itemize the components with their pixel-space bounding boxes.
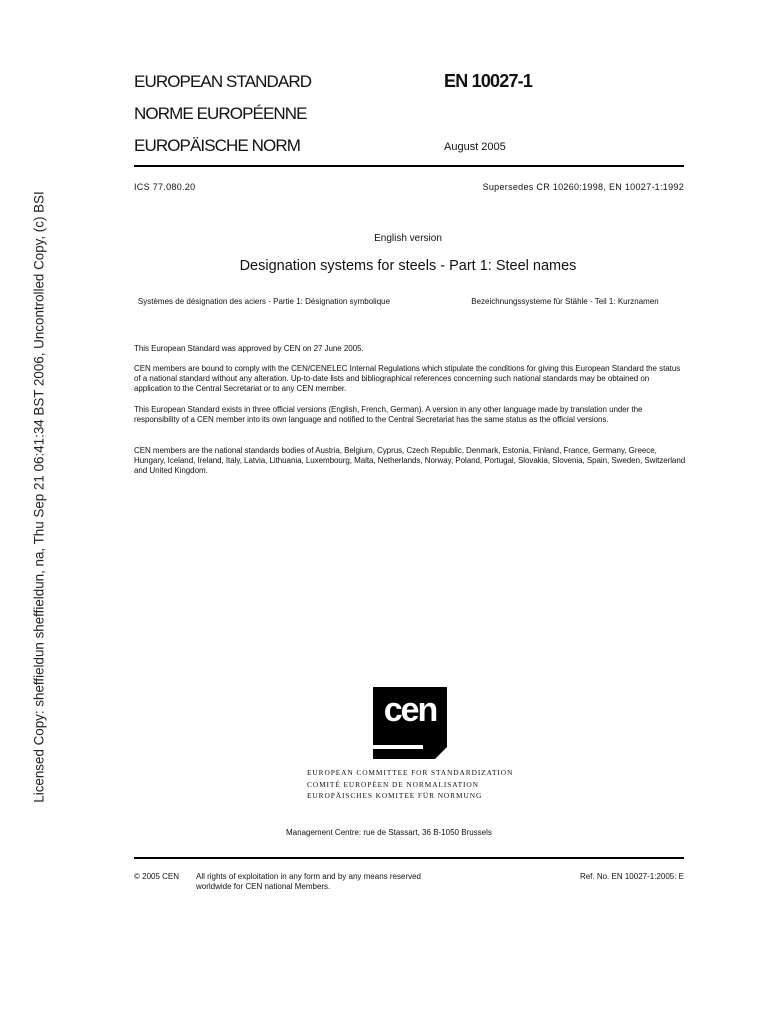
- french-title: Systèmes de désignation des aciers - Partie 1: Désignation symbolique: [137, 297, 391, 306]
- management-centre: Management Centre: rue de Stassart, 36 B-1050 Brussels: [286, 828, 492, 837]
- committee-name-de: EUROPÄISCHES KOMITEE FÜR NORMUNG: [307, 791, 483, 800]
- committee-name-en: EUROPEAN COMMITTEE FOR STANDARDIZATION: [307, 768, 514, 777]
- standard-number: EN 10027-1: [444, 71, 533, 91]
- license-watermark-text: Licensed Copy: sheffieldun sheffieldun, na, Thu Sep 21 06:41:34 BST 2006, Uncontrolled Copy, (c) BSI: [31, 191, 47, 803]
- language-version: English version: [374, 233, 442, 244]
- title-french: NORME EUROPÉENNE: [134, 104, 307, 123]
- footer-divider: [134, 857, 684, 859]
- rights-statement: All rights of exploitation in any form and by any means reserved worldwide for CEN national Members.: [196, 872, 422, 891]
- compliance-paragraph: CEN members are bound to comply with the CEN/CENELEC Internal Regulations which stipulate the conditions for giving this European Standard the status of a national standard without any alteration. Up-to-date lists and bibliographical references concerning such national standards may be obtained on application to the Central Secretariat or to any CEN member.: [134, 364, 681, 393]
- title-english: EUROPEAN STANDARD: [134, 72, 312, 91]
- publication-date: August 2005: [444, 141, 506, 153]
- cen-logo-icon: [373, 687, 447, 759]
- german-title: Bezeichnungssysteme für Stähle - Teil 1: Kurznamen: [471, 297, 659, 306]
- document-title: Designation systems for steels - Part 1: Steel names: [239, 258, 577, 274]
- header-divider: [134, 165, 684, 167]
- reference-number: Ref. No. EN 10027-1:2005: E: [579, 872, 684, 881]
- copyright: © 2005 CEN: [134, 872, 180, 881]
- versions-paragraph: This European Standard exists in three official versions (English, French, German). A version in any other language made by translation under the responsibility of a CEN member into its own language and notified to the Central Secretariat has the same status as the official versions.: [134, 405, 643, 424]
- cen-logo-text: cen: [383, 691, 437, 729]
- committee-name-fr: COMITÉ EUROPÉEN DE NORMALISATION: [307, 780, 479, 789]
- ics-code: ICS 77.080.20: [134, 182, 196, 192]
- title-german: EUROPÄISCHE NORM: [134, 136, 301, 155]
- members-paragraph: CEN members are the national standards bodies of Austria, Belgium, Cyprus, Czech Republic, Denmark, Estonia, Finland, France, Germany, Greece, Hungary, Iceland, Ireland, Italy, Latvia, Lithuania, Luxembourg, Malta, Netherlands, Norway, Poland, Portugal, Slovakia, Slovenia, Spain, Sweden, Switzerland and United Kingdom.: [134, 446, 686, 475]
- approval-paragraph: This European Standard was approved by CEN on 27 June 2005.: [134, 344, 364, 353]
- supersedes-note: Supersedes CR 10260:1998, EN 10027-1:1992: [482, 182, 684, 192]
